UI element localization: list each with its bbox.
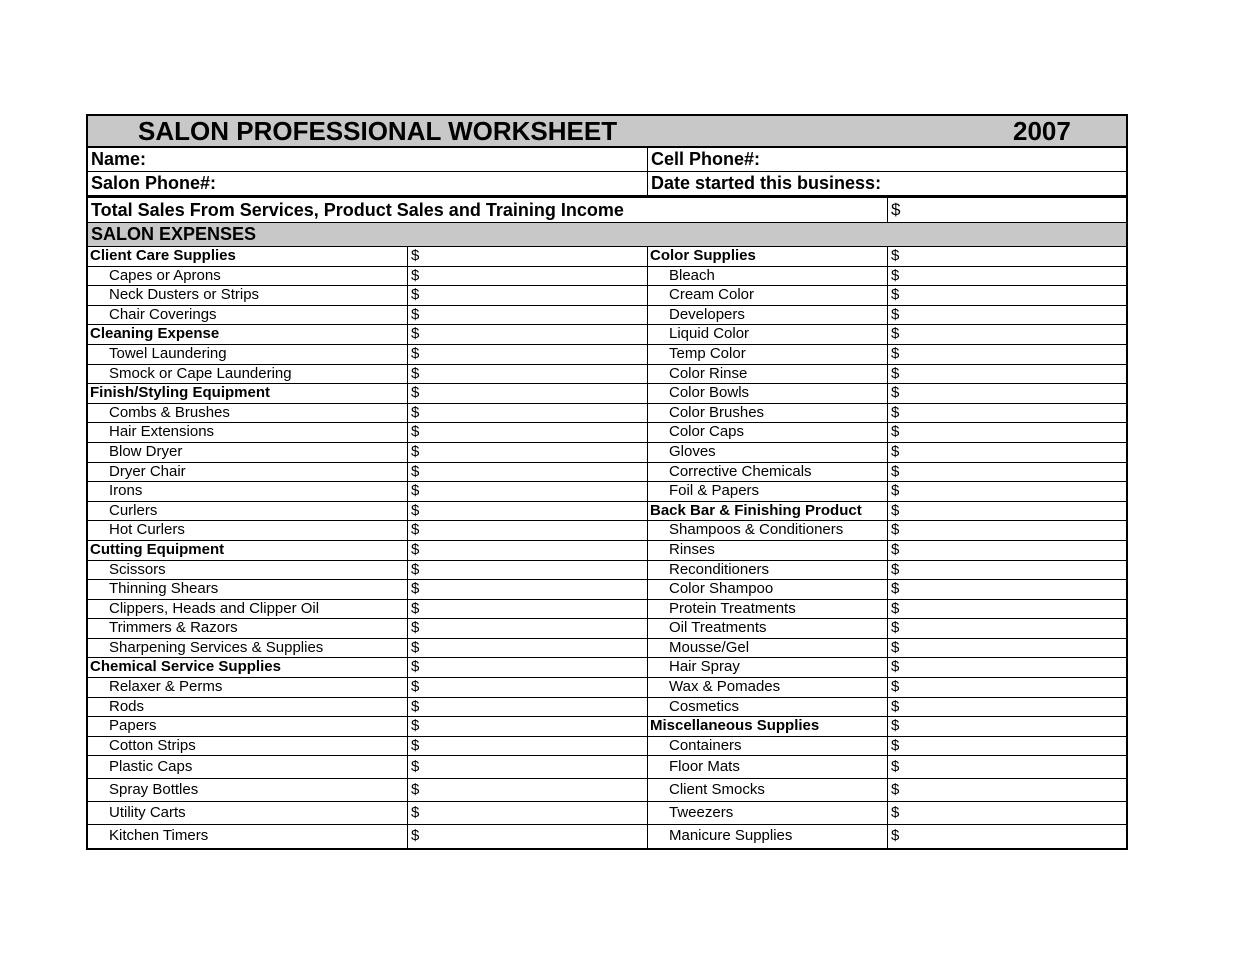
expense-rows bbox=[88, 247, 1126, 848]
category-heading: Color Supplies bbox=[648, 247, 888, 266]
total-sales-row bbox=[88, 198, 1126, 223]
info-row-name bbox=[88, 148, 1126, 172]
table-row bbox=[88, 502, 1126, 522]
table-row bbox=[88, 423, 1126, 443]
expense-label: Hair Spray bbox=[648, 658, 888, 677]
amount-cell[interactable]: $ bbox=[891, 736, 900, 754]
expense-label: Manicure Supplies bbox=[648, 825, 888, 848]
expense-label: Color Caps bbox=[648, 423, 888, 442]
amount-cell[interactable]: $ bbox=[891, 364, 900, 382]
category-heading: Cutting Equipment bbox=[88, 541, 408, 560]
expense-label: Relaxer & Perms bbox=[88, 678, 408, 697]
amount-cell[interactable]: $ bbox=[891, 384, 900, 402]
amount-cell[interactable]: $ bbox=[408, 600, 648, 619]
amount-cell[interactable]: $ bbox=[891, 540, 900, 558]
expense-label: Trimmers & Razors bbox=[88, 619, 408, 638]
expense-label: Hot Curlers bbox=[88, 521, 408, 540]
table-row bbox=[88, 463, 1126, 483]
amount-cell[interactable]: $ bbox=[408, 717, 648, 736]
amount-cell[interactable]: $ bbox=[408, 678, 648, 697]
table-row bbox=[88, 541, 1126, 561]
amount-cell[interactable]: $ bbox=[408, 698, 648, 717]
expense-label: Capes or Aprons bbox=[88, 267, 408, 286]
table-row bbox=[88, 325, 1126, 345]
expense-label: Mousse/Gel bbox=[648, 639, 888, 658]
amount-cell[interactable]: $ bbox=[408, 802, 648, 824]
expense-label: Wax & Pomades bbox=[648, 678, 888, 697]
table-row bbox=[88, 737, 1126, 757]
table-row bbox=[88, 600, 1126, 620]
expense-label: Neck Dusters or Strips bbox=[88, 286, 408, 305]
table-row bbox=[88, 658, 1126, 678]
expense-label: Kitchen Timers bbox=[88, 825, 408, 848]
amount-cell[interactable]: $ bbox=[408, 423, 648, 442]
table-row bbox=[88, 286, 1126, 306]
table-row bbox=[88, 639, 1126, 659]
table-row bbox=[88, 306, 1126, 326]
amount-cell[interactable]: $ bbox=[891, 658, 900, 676]
amount-cell[interactable]: $ bbox=[891, 827, 900, 845]
table-row bbox=[88, 802, 1126, 825]
amount-cell[interactable]: $ bbox=[891, 247, 900, 264]
expense-label: Irons bbox=[88, 482, 408, 501]
amount-cell[interactable]: $ bbox=[891, 758, 900, 776]
worksheet-table bbox=[86, 114, 1128, 850]
amount-cell[interactable]: $ bbox=[408, 443, 648, 462]
info-row-phone bbox=[88, 172, 1126, 198]
amount-cell[interactable]: $ bbox=[891, 403, 900, 421]
amount-cell[interactable]: $ bbox=[408, 325, 648, 344]
expense-label: Spray Bottles bbox=[88, 779, 408, 801]
expense-label: Cotton Strips bbox=[88, 737, 408, 756]
amount-cell[interactable]: $ bbox=[408, 384, 648, 403]
expense-label: Chair Coverings bbox=[88, 306, 408, 325]
amount-cell[interactable]: $ bbox=[891, 560, 900, 578]
amount-cell[interactable]: $ bbox=[408, 756, 648, 778]
expense-label: Gloves bbox=[648, 443, 888, 462]
expense-label: Color Brushes bbox=[648, 404, 888, 423]
table-row bbox=[88, 756, 1126, 779]
expense-label: Papers bbox=[88, 717, 408, 736]
amount-cell[interactable]: $ bbox=[891, 344, 900, 362]
amount-cell[interactable]: $ bbox=[408, 639, 648, 658]
amount-cell[interactable]: $ bbox=[408, 825, 648, 848]
date-started-field[interactable]: Date started this business: bbox=[651, 173, 882, 193]
amount-cell[interactable]: $ bbox=[408, 345, 648, 364]
expense-label: Utility Carts bbox=[88, 802, 408, 824]
cell-phone-field[interactable]: Cell Phone#: bbox=[651, 149, 761, 169]
expense-label: Oil Treatments bbox=[648, 619, 888, 638]
table-row bbox=[88, 825, 1126, 848]
expense-label: Clippers, Heads and Clipper Oil bbox=[88, 600, 408, 619]
expense-label: Color Bowls bbox=[648, 384, 888, 403]
expense-label: Foil & Papers bbox=[648, 482, 888, 501]
expense-label: Cosmetics bbox=[648, 698, 888, 717]
amount-cell[interactable]: $ bbox=[891, 599, 900, 617]
amount-cell[interactable]: $ bbox=[891, 325, 900, 343]
expense-label: Temp Color bbox=[648, 345, 888, 364]
table-row bbox=[88, 404, 1126, 424]
amount-cell[interactable]: $ bbox=[408, 580, 648, 599]
amount-cell[interactable]: $ bbox=[891, 619, 900, 637]
amount-cell[interactable]: $ bbox=[891, 305, 900, 323]
expense-label: Towel Laundering bbox=[88, 345, 408, 364]
expense-label: Rods bbox=[88, 698, 408, 717]
amount-cell[interactable]: $ bbox=[408, 521, 648, 540]
expense-label: Liquid Color bbox=[648, 325, 888, 344]
category-heading: Back Bar & Finishing Product bbox=[648, 502, 888, 521]
total-sales-label: Total Sales From Services, Product Sales and Training Income bbox=[88, 198, 888, 222]
expense-label: Client Smocks bbox=[648, 779, 888, 801]
expense-label: Developers bbox=[648, 306, 888, 325]
expense-label: Cream Color bbox=[648, 286, 888, 305]
name-field[interactable]: Name: bbox=[88, 148, 648, 171]
amount-cell[interactable]: $ bbox=[891, 678, 900, 696]
amount-cell[interactable]: $ bbox=[408, 306, 648, 325]
expense-label: Containers bbox=[648, 737, 888, 756]
table-row bbox=[88, 619, 1126, 639]
amount-cell[interactable]: $ bbox=[408, 737, 648, 756]
table-row bbox=[88, 717, 1126, 737]
amount-cell[interactable]: $ bbox=[891, 286, 900, 304]
amount-cell[interactable]: $ bbox=[891, 462, 900, 480]
worksheet-year: 2007 bbox=[1013, 116, 1071, 146]
amount-cell[interactable]: $ bbox=[891, 442, 900, 460]
expense-label: Smock or Cape Laundering bbox=[88, 365, 408, 384]
amount-cell[interactable]: $ bbox=[408, 658, 648, 677]
amount-cell[interactable]: $ bbox=[408, 619, 648, 638]
amount-cell[interactable]: $ bbox=[408, 247, 648, 266]
amount-cell[interactable]: $ bbox=[408, 502, 648, 521]
expense-label: Reconditioners bbox=[648, 561, 888, 580]
table-row bbox=[88, 384, 1126, 404]
amount-cell[interactable]: $ bbox=[408, 286, 648, 305]
amount-cell[interactable]: $ bbox=[891, 423, 900, 441]
amount-cell[interactable]: $ bbox=[408, 365, 648, 384]
expense-label: Scissors bbox=[88, 561, 408, 580]
amount-cell[interactable]: $ bbox=[891, 804, 900, 822]
table-row bbox=[88, 345, 1126, 365]
amount-cell[interactable]: $ bbox=[408, 779, 648, 801]
category-heading: Cleaning Expense bbox=[88, 325, 408, 344]
expense-label: Dryer Chair bbox=[88, 463, 408, 482]
table-row bbox=[88, 580, 1126, 600]
table-row bbox=[88, 247, 1126, 267]
amount-cell[interactable]: $ bbox=[891, 482, 900, 500]
expense-label: Corrective Chemicals bbox=[648, 463, 888, 482]
table-row bbox=[88, 443, 1126, 463]
amount-cell[interactable]: $ bbox=[891, 697, 900, 715]
table-row bbox=[88, 678, 1126, 698]
salon-phone-field[interactable]: Salon Phone#: bbox=[88, 172, 648, 195]
amount-cell[interactable]: $ bbox=[891, 521, 900, 539]
category-heading: Client Care Supplies bbox=[88, 247, 408, 266]
table-row bbox=[88, 521, 1126, 541]
amount-cell[interactable]: $ bbox=[891, 781, 900, 799]
category-heading: Miscellaneous Supplies bbox=[648, 717, 888, 736]
table-row bbox=[88, 561, 1126, 581]
expense-label: Bleach bbox=[648, 267, 888, 286]
expense-label: Combs & Brushes bbox=[88, 404, 408, 423]
amount-cell[interactable]: $ bbox=[408, 404, 648, 423]
expense-label: Curlers bbox=[88, 502, 408, 521]
expense-label: Thinning Shears bbox=[88, 580, 408, 599]
total-sales-value[interactable]: $ bbox=[891, 200, 901, 219]
category-heading: Chemical Service Supplies bbox=[88, 658, 408, 677]
worksheet-title: SALON PROFESSIONAL WORKSHEET bbox=[138, 116, 618, 146]
amount-cell[interactable]: $ bbox=[891, 717, 900, 735]
amount-cell[interactable]: $ bbox=[408, 561, 648, 580]
expense-label: Plastic Caps bbox=[88, 756, 408, 778]
table-row bbox=[88, 698, 1126, 718]
amount-cell[interactable]: $ bbox=[891, 266, 900, 284]
amount-cell[interactable]: $ bbox=[408, 463, 648, 482]
category-heading: Finish/Styling Equipment bbox=[88, 384, 408, 403]
salon-expenses-header: SALON EXPENSES bbox=[88, 223, 1126, 247]
expense-label: Sharpening Services & Supplies bbox=[88, 639, 408, 658]
title-bar bbox=[88, 116, 1126, 148]
expense-label: Tweezers bbox=[648, 802, 888, 824]
amount-cell[interactable]: $ bbox=[891, 638, 900, 656]
table-row bbox=[88, 779, 1126, 802]
amount-cell[interactable]: $ bbox=[408, 541, 648, 560]
expense-label: Hair Extensions bbox=[88, 423, 408, 442]
expense-label: Color Shampoo bbox=[648, 580, 888, 599]
expense-label: Color Rinse bbox=[648, 365, 888, 384]
expense-label: Rinses bbox=[648, 541, 888, 560]
table-row bbox=[88, 267, 1126, 287]
expense-label: Shampoos & Conditioners bbox=[648, 521, 888, 540]
expense-label: Protein Treatments bbox=[648, 600, 888, 619]
expense-label: Blow Dryer bbox=[88, 443, 408, 462]
amount-cell[interactable]: $ bbox=[891, 501, 900, 519]
table-row bbox=[88, 365, 1126, 385]
table-row bbox=[88, 482, 1126, 502]
amount-cell[interactable]: $ bbox=[408, 267, 648, 286]
expense-label: Floor Mats bbox=[648, 756, 888, 778]
amount-cell[interactable]: $ bbox=[408, 482, 648, 501]
amount-cell[interactable]: $ bbox=[891, 580, 900, 598]
